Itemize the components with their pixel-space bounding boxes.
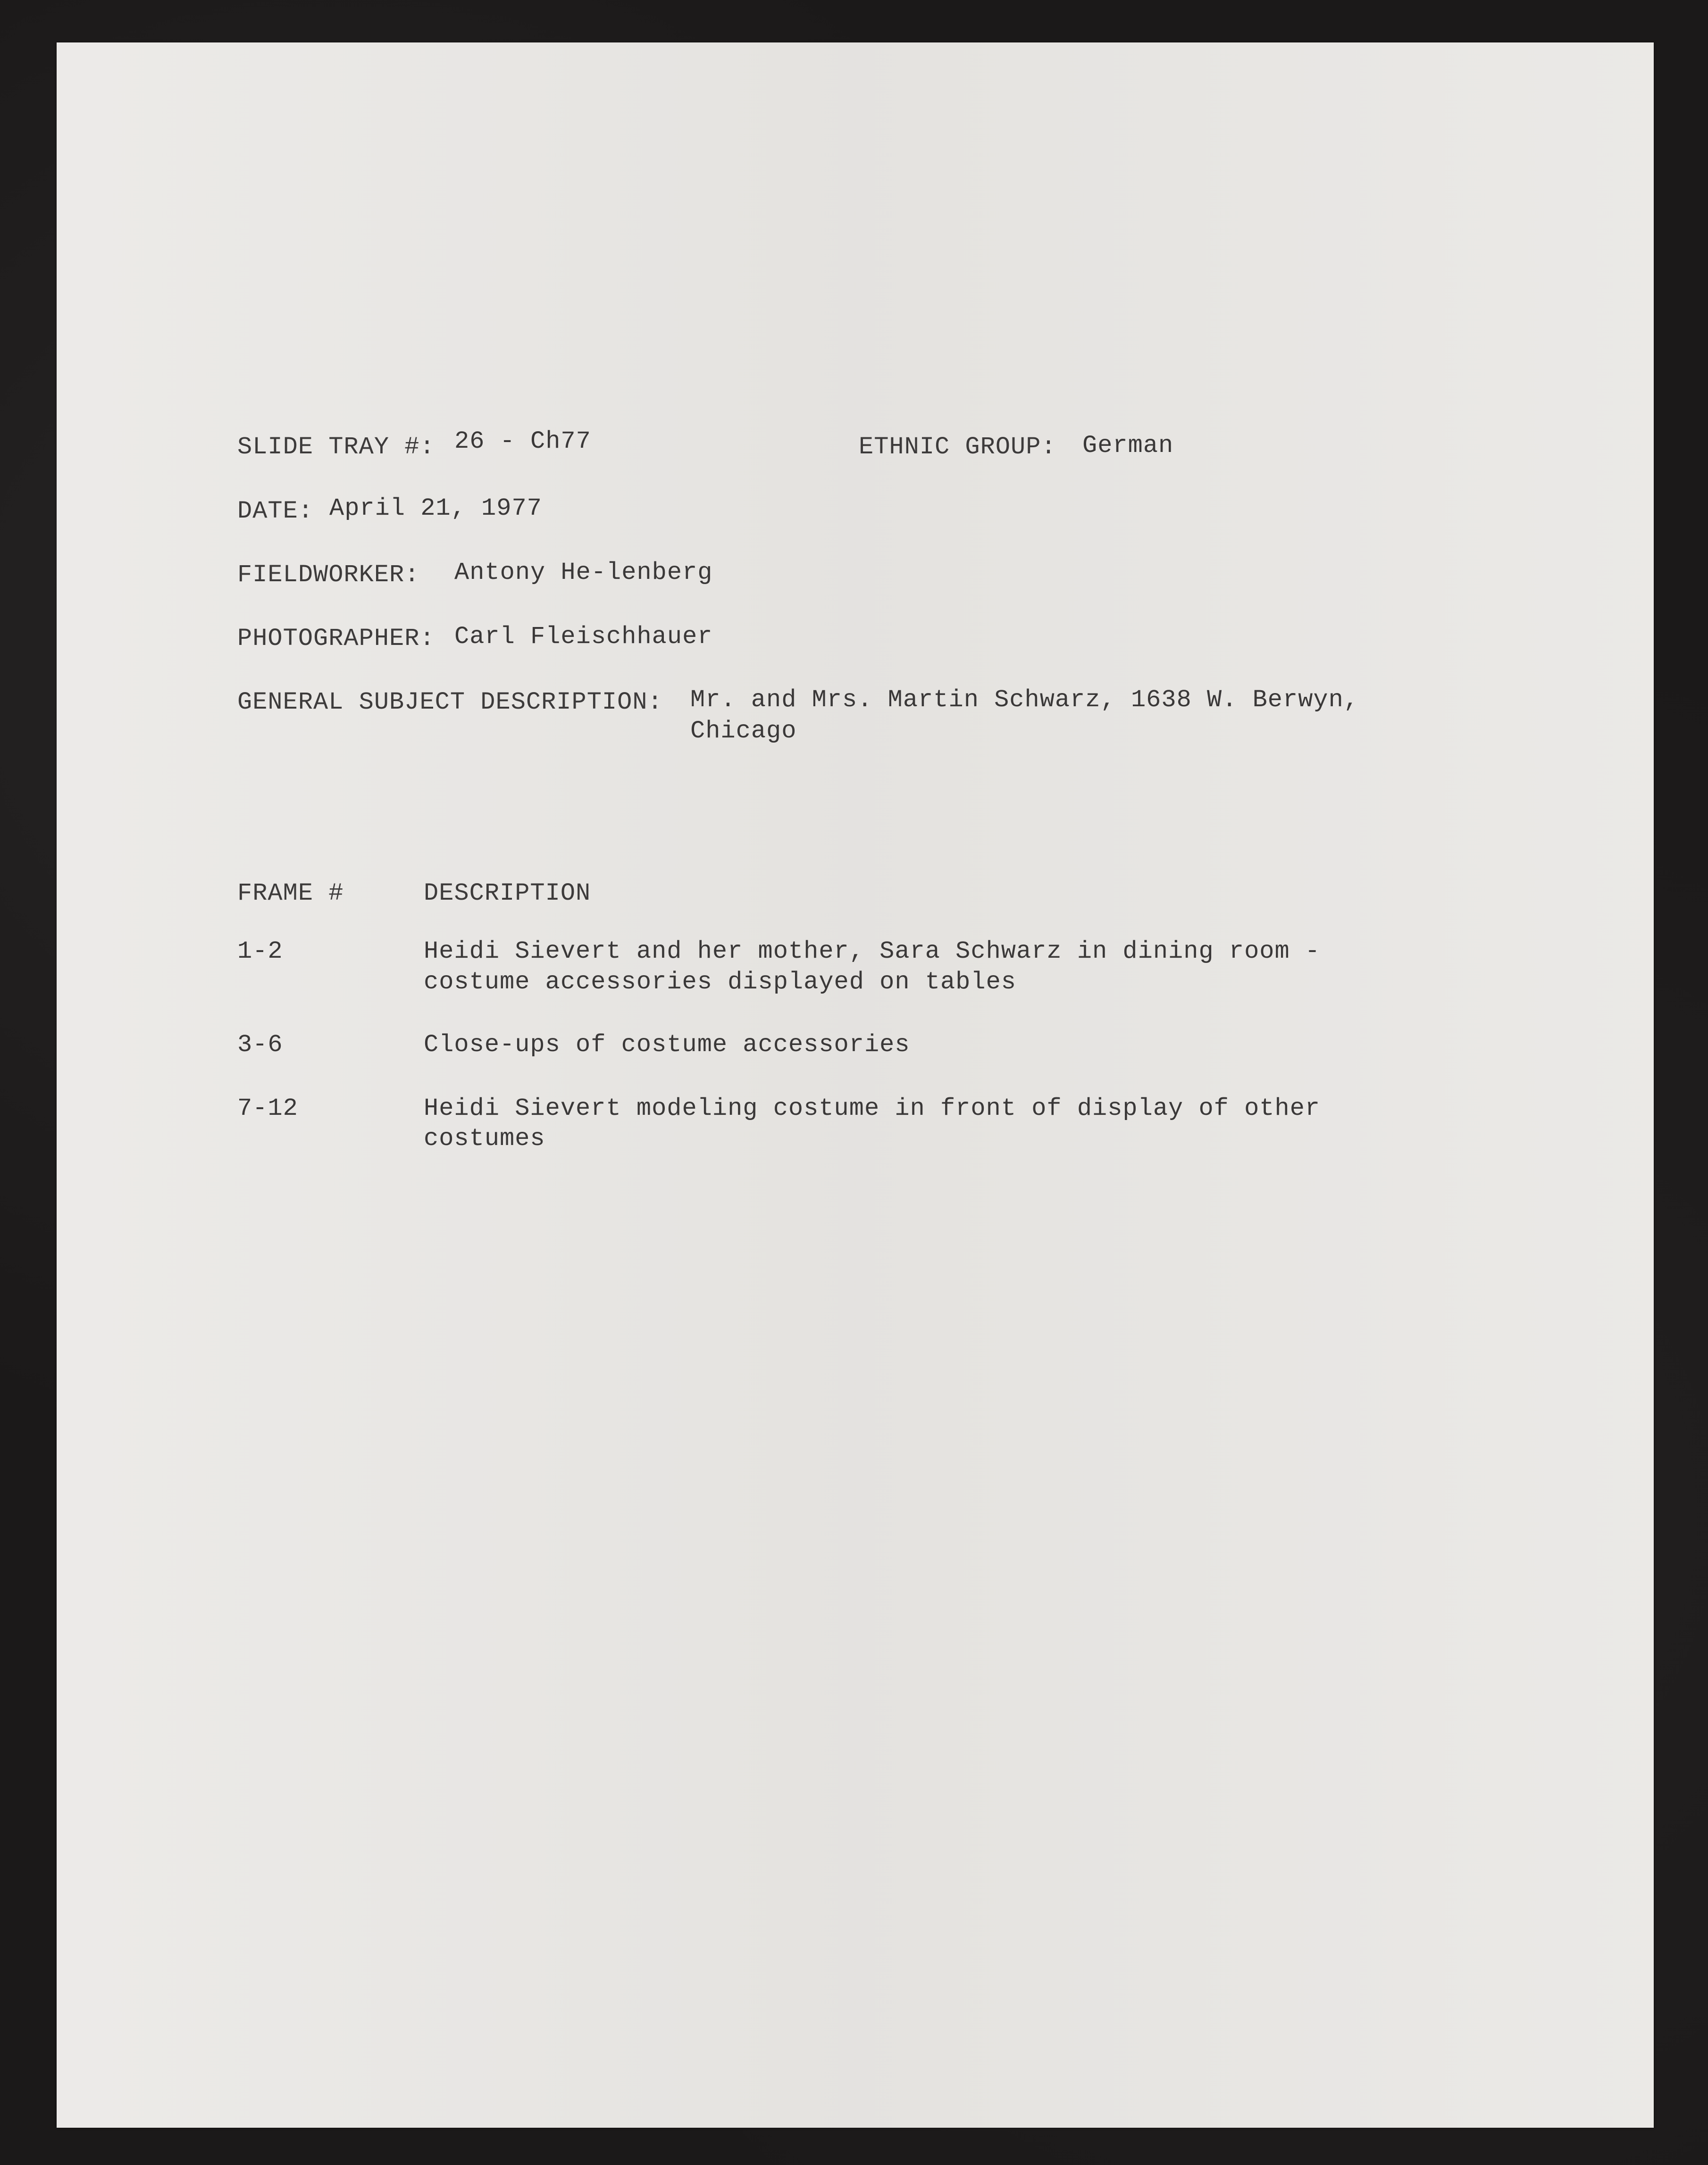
frame-number-7-12: 7-12 — [237, 1095, 298, 1122]
frame-description-line1: Heidi Sievert modeling costume in front of display of other — [424, 1095, 1321, 1122]
date-value: April 21, 1977 — [329, 494, 542, 522]
photographer-label: PHOTOGRAPHER: — [237, 625, 435, 652]
frame-description-line1: Close-ups of costume accessories — [424, 1031, 910, 1059]
general-subject-description-value-line1: Mr. and Mrs. Martin Schwarz, 1638 W. Berwyn, — [690, 686, 1359, 714]
frame-number-1-2: 1-2 — [237, 937, 283, 965]
general-subject-description-value-line2: Chicago — [690, 717, 797, 745]
typed-document-page — [57, 42, 1654, 2128]
general-subject-description-label: GENERAL SUBJECT DESCRIPTION: — [237, 688, 663, 716]
frame-description-line1: Heidi Sievert and her mother, Sara Schwarz in dining room - — [424, 937, 1321, 965]
description-column-header: DESCRIPTION — [424, 879, 591, 907]
date-label: DATE: — [237, 497, 314, 525]
slide-tray-value: 26 - Ch77 — [454, 427, 591, 455]
slide-tray-label: SLIDE TRAY #: — [237, 433, 435, 461]
frame-description-line2: costume accessories displayed on tables — [424, 968, 1016, 996]
frame-column-header: FRAME # — [237, 879, 344, 907]
frame-number-3-6: 3-6 — [237, 1031, 283, 1059]
ethnic-group-value: German — [1082, 432, 1174, 460]
ethnic-group-label: ETHNIC GROUP: — [859, 433, 1056, 461]
fieldworker-label: FIELDWORKER: — [237, 561, 420, 589]
frame-description-line2: costumes — [424, 1125, 545, 1153]
fieldworker-value: Antony He-lenberg — [454, 559, 713, 586]
photographer-value: Carl Fleischhauer — [454, 623, 713, 651]
